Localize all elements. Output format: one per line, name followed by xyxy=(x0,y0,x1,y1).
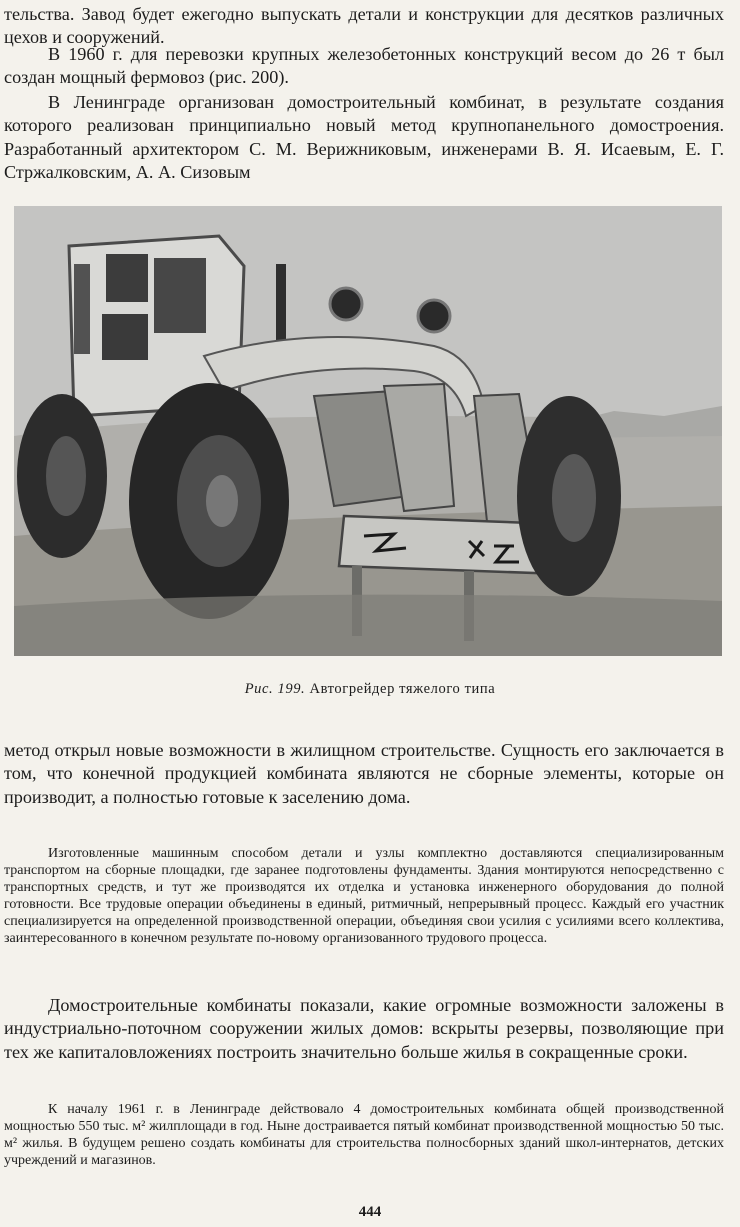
paragraph-5-smallprint: Изготовленные машинным способом детали и узлы комплектно доставляются специализированным транспортом на сборные площадки, где заранее подготовлены фундаменты. Здания монтируются непосредственно с транспортных средств, и тут же производятся их отделка и установка инженерного оборудования до полной готовности. Все трудовые операции объединены в единый, ритмичный, непрерывный процесс. Каждый его участник специализируется на определенной производственной операции, объединяя свои усилия с усилиями всего коллектива, заинтересованного в конечном результате по-новому организованного трудового процесса. xyxy=(4,846,724,946)
paragraph-4: метод открыл новые возможности в жилищном строительстве. Сущность его заключается в том, что конечной продукцией комбината являются не сборные элементы, которые он производит, а полностью готовые к заселению дома. xyxy=(4,740,724,807)
figure-caption-text: Автогрейдер тяжелого типа xyxy=(309,681,496,697)
paragraph-6: Домостроительные комбинаты показали, какие огромные возможности заложены в индустриально-поточном сооружении жилых домов: вскрыты резервы, позволяющие при тех же капиталовложениях построить значительно больше жилья в сокращенные сроки. xyxy=(4,995,724,1062)
grader-illustration xyxy=(14,206,722,656)
paragraph-1: тельства. Завод будет ежегодно выпускать детали и конструкции для десятков различных цехов и сооружений. xyxy=(4,4,724,48)
paragraph-3: В Ленинграде организован домостроительный комбинат, в результате создания которого реализован принципиально новый метод крупнопанельного домостроения. Разработанный архитектором С. М. Верижниковым, инженерами В. Я. Исаевым, Е. Г. Стржалковским, А. А. Сизовым xyxy=(4,92,724,183)
page-number: 444 xyxy=(358,1204,382,1220)
figure-caption xyxy=(0,681,740,698)
paragraph-7-smallprint: К началу 1961 г. в Ленинграде действовало 4 домостроительных комбината общей производственной мощностью 550 тыс. м² жилплощади в год. Ныне достраивается пятый комбинат производственной мощностью 50 тыс. м² жилья. В будущем решено создать комбинаты для строительства полносборных зданий школ-интернатов, детских учреждений и магазинов. xyxy=(4,1102,724,1168)
figure-grader-photo xyxy=(14,206,722,656)
figure-caption-label: Рис. 199. xyxy=(244,681,306,697)
paragraph-2: В 1960 г. для перевозки крупных железобетонных конструкций весом до 26 т был создан мощный фермовоз (рис. 200). xyxy=(4,44,724,88)
